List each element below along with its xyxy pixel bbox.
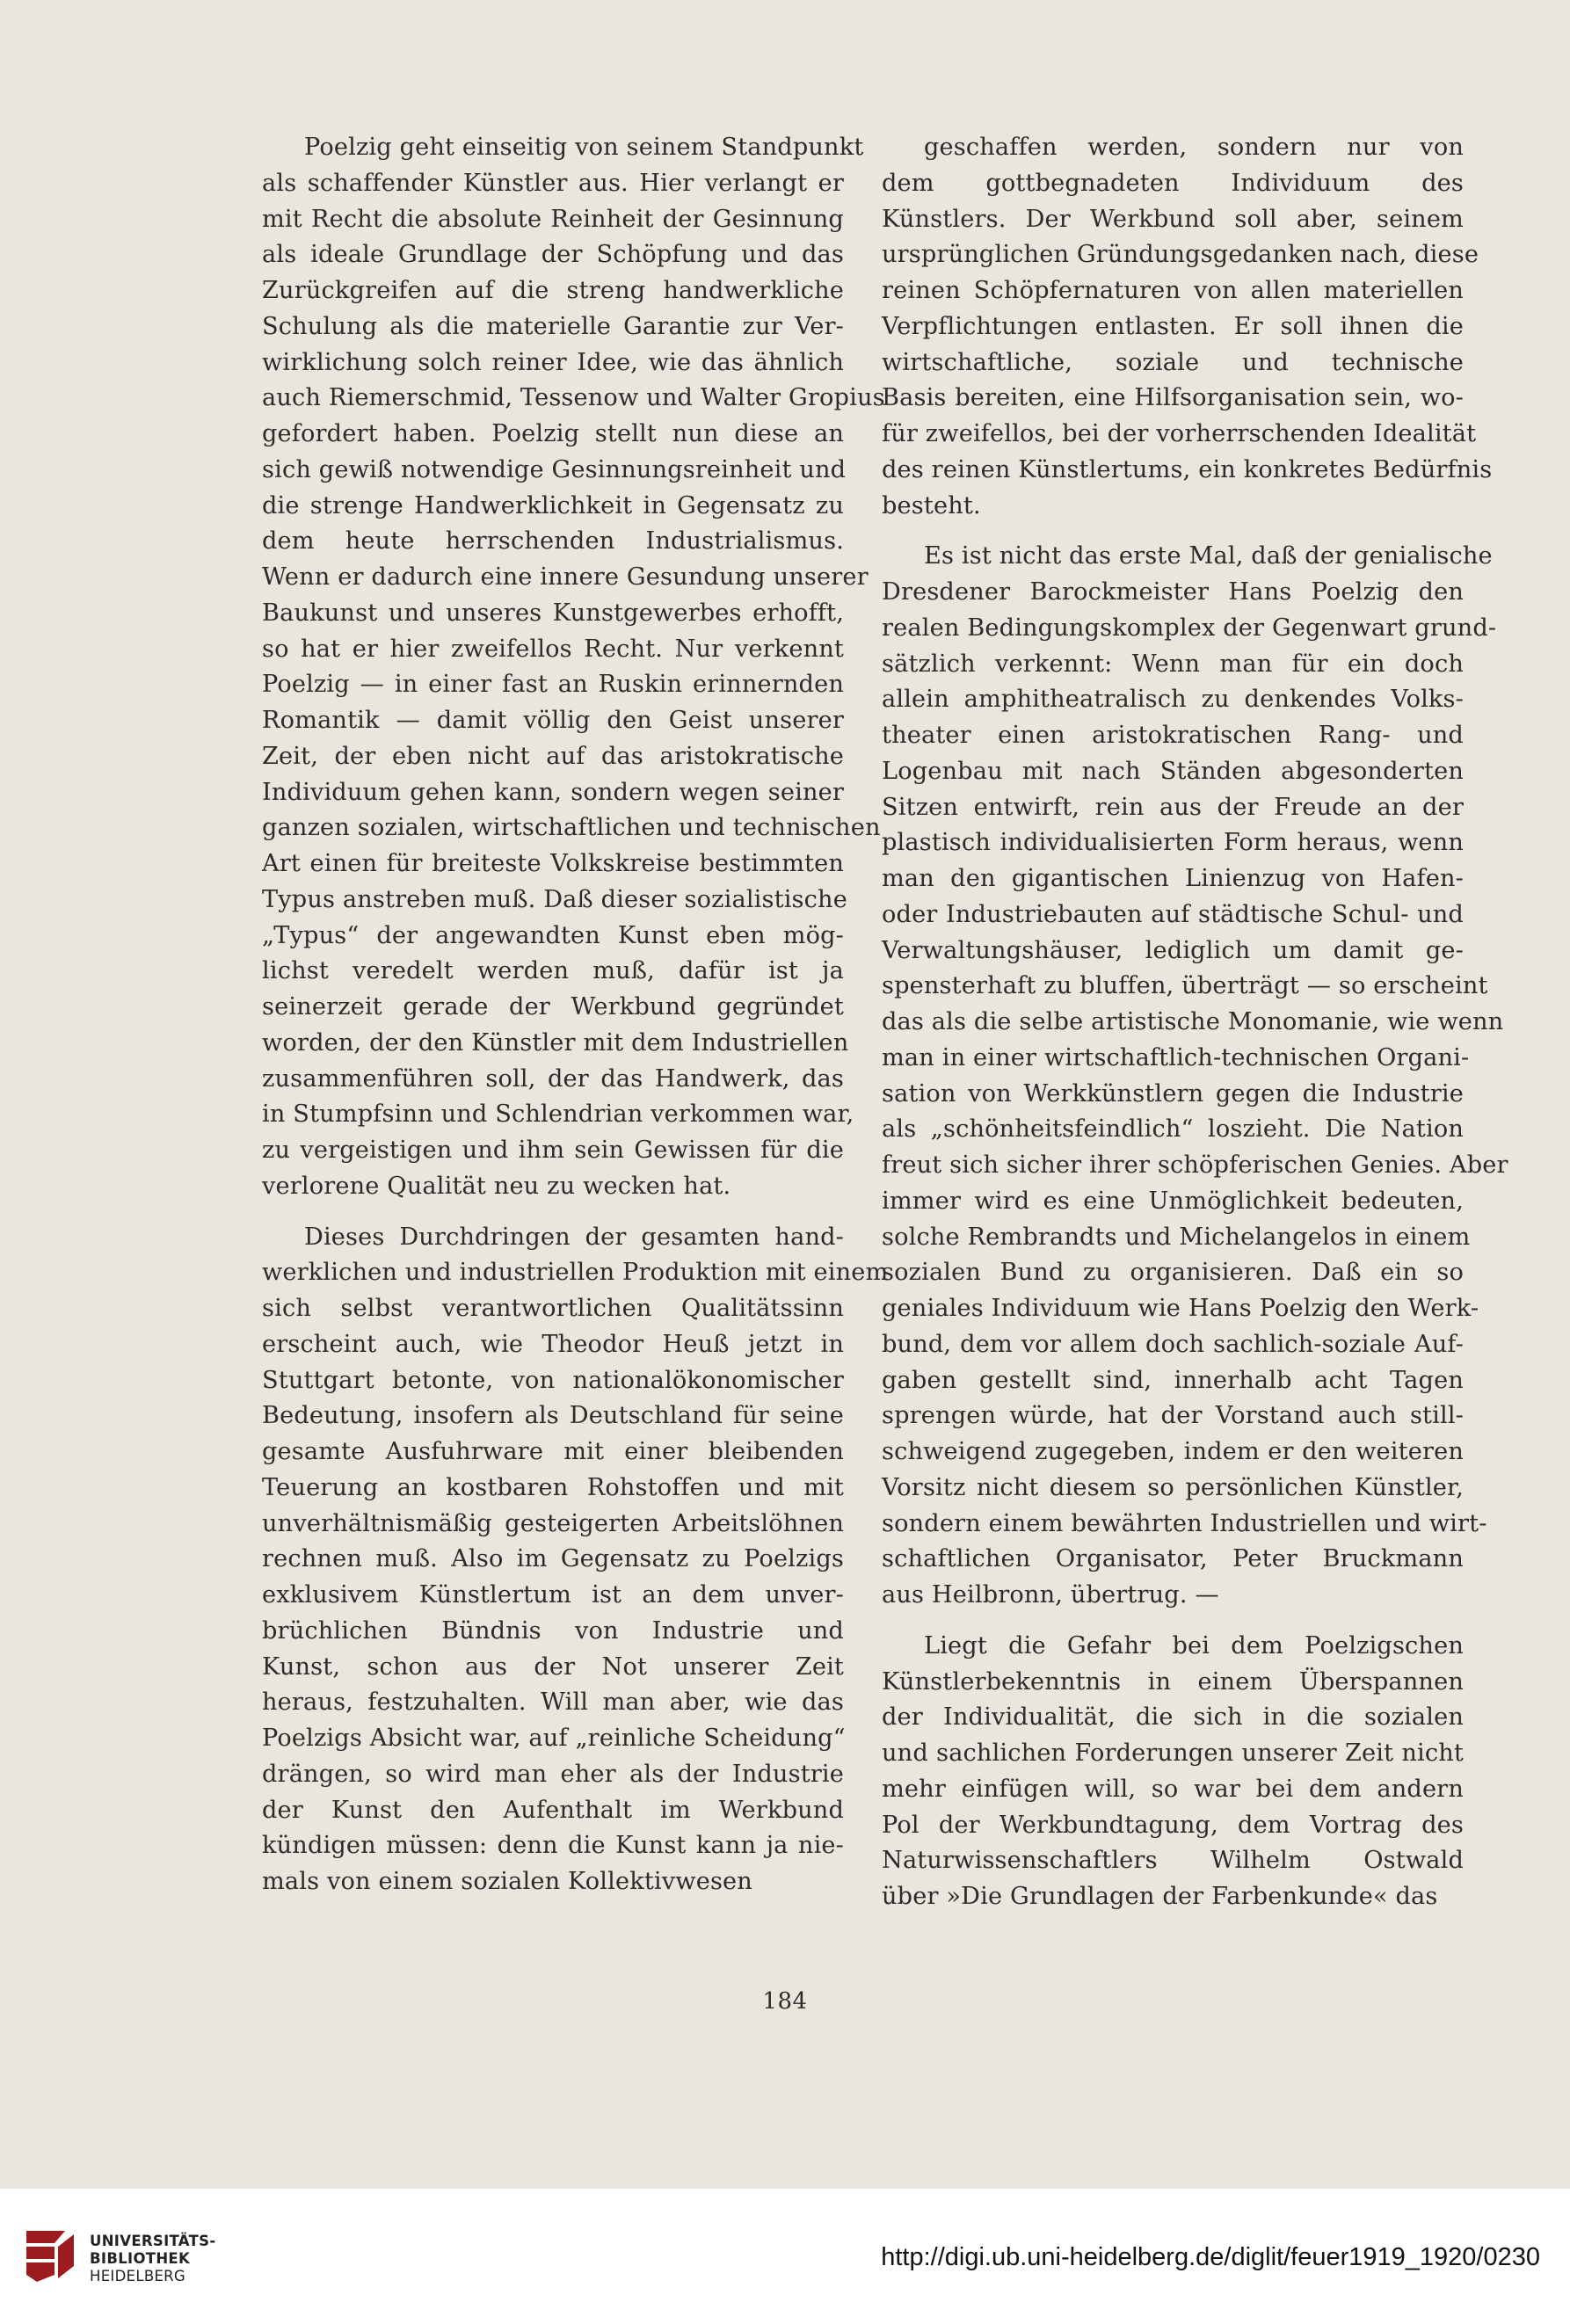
text-line: geniales Individuum wie Hans Poelzig den Werk- [882,1295,1479,1322]
text-line: realen Bedingungskomplex der Gegenwart grund- [882,614,1497,642]
text-line: ursprünglichen Gründungsgedanken nach, diese [882,241,1479,269]
text-line: geschaffen werden, sondern nur von [924,134,1464,161]
text-column-left [262,130,889,1900]
text-line: Wenn er dadurch eine innere Gesundung unserer [262,563,869,591]
text-line: und sachlichen Forderungen unserer Zeit nicht [882,1739,1464,1767]
text-line: Poelzig — in einer fast an Ruskin erinnernden [262,671,844,699]
text-line: aus Heilbronn, übertrug. — [882,1581,1219,1609]
text-line: Poelzigs Absicht war, auf „reinliche Scheidung“ [262,1725,846,1752]
text-line: ganzen sozialen, wirtschaftlichen und technischen [262,814,881,842]
library-name [90,2233,215,2285]
text-line: der Individualität, die sich in die sozialen [882,1703,1464,1732]
text-line: Zeit, der eben nicht auf das aristokratische [262,742,844,770]
text-line: werklichen und industriellen Produktion mit einem [262,1259,889,1287]
text-line: Dresdener Barockmeister Hans Poelzig den [882,578,1464,606]
text-line: für zweifellos, bei der vorherrschenden Idealität [882,420,1477,447]
text-line: drängen, so wird man eher als der Industrie [262,1760,844,1788]
text-line: immer wird es eine Unmöglichkeit bedeuten, [882,1187,1464,1215]
page-number: 184 [762,1988,808,2015]
text-line: theater einen aristokratischen Rang- und [882,722,1464,749]
library-name-line1: UNIVERSITÄTS- [90,2233,216,2249]
text-line: solche Rembrandts und Michelangelos in einem [882,1223,1471,1251]
text-line: freut sich sicher ihrer schöpferischen Genies. Aber [882,1151,1508,1179]
text-line: oder Industriebauten auf städtische Schul- und [882,900,1464,928]
text-line: Typus anstreben muß. Daß dieser sozialistische [262,885,847,913]
text-line: wirtschaftliche, soziale und technische [882,348,1464,376]
text-line: man den gigantischen Linienzug von Hafen- [882,865,1464,892]
text-line: Verwaltungshäuser, lediglich um damit ge- [882,936,1464,964]
text-line: Baukunst und unseres Kunstgewerbes erhofft, [262,599,844,627]
text-line: Teuerung an kostbaren Rohstoffen und mit [262,1473,844,1501]
text-line: Verpflichtungen entlasten. Er soll ihnen die [882,312,1464,340]
text-line: Liegt die Gefahr bei dem Poelzigschen [924,1631,1464,1659]
text-line: exklusivem Künstlertum ist an dem unver- [262,1581,844,1609]
text-line: Individuum gehen kann, sondern wegen seiner [262,778,844,806]
text-line: dem heute herrschenden Industrialismus. [262,527,844,556]
paragraph-gap [262,1205,844,1220]
text-line: heraus, festzuhalten. Will man aber, wie das [262,1689,844,1717]
text-line: so hat er hier zweifellos Recht. Nur verkennt [262,635,844,663]
text-line: das als die selbe artistische Monomanie, wie wenn [882,1008,1504,1035]
text-line: kündigen müssen: denn die Kunst kann ja nie- [262,1832,844,1860]
text-line: zusammenführen soll, der das Handwerk, das [262,1064,844,1093]
text-line: worden, der den Künstler mit dem Industriellen [262,1028,849,1057]
text-line: Sitzen entwirft, rein aus der Freude an der [882,793,1464,821]
text-line: mit Recht die absolute Reinheit der Gesinnung [262,205,844,233]
text-line: bund, dem vor allem doch sachlich-soziale Auf- [882,1330,1464,1358]
text-line: Es ist nicht das erste Mal, daß der genialische [924,542,1493,570]
text-line: seinerzeit gerade der Werkbund gegründet [262,993,844,1020]
text-line: schaftlichen Organisator, Peter Bruckmann [882,1545,1464,1573]
text-line: Naturwissenschaftlers Wilhelm Ostwald [882,1847,1464,1875]
text-line: als ideale Grundlage der Schöpfung und das [262,241,844,269]
text-line: unverhältnismäßig gesteigerten Arbeitslöhnen [262,1509,844,1537]
text-line: des reinen Künstlertums, ein konkretes Bedürfnis [882,455,1493,483]
text-column-right [882,130,1508,1915]
text-line: gefordert haben. Poelzig stellt nun diese an [262,420,844,447]
text-line: gesamte Ausfuhrware mit einer bleibenden [262,1438,844,1465]
text-line: sätzlich verkennt: Wenn man für ein doch [882,650,1464,678]
text-line: reinen Schöpfernaturen von allen materiellen [882,277,1464,304]
library-name-line2: BIBLIOTHEK [90,2250,191,2267]
text-line: dem gottbegnadeten Individuum des [882,169,1464,197]
text-line: sondern einem bewährten Industriellen und wirt- [882,1509,1487,1537]
text-line: rechnen muß. Also im Gegensatz zu Poelzigs [262,1545,844,1573]
text-line: brüchlichen Bündnis von Industrie und [262,1616,844,1645]
text-line: gaben gestellt sind, innerhalb acht Tagen [882,1366,1464,1394]
text-line: Schulung als die materielle Garantie zur Ver- [262,312,844,340]
text-line: „Typus“ der angewandten Kunst eben mög- [262,921,844,949]
source-url-link[interactable]: http://digi.ub.uni-heidelberg.de/diglit/feuer1919_1920/0230 [881,2243,1540,2271]
text-line: sation von Werkkünstlern gegen die Industrie [882,1079,1464,1108]
text-line: Zurückgreifen auf die streng handwerkliche [262,277,844,304]
text-line: verlorene Qualität neu zu wecken hat. [262,1172,731,1200]
text-line: mehr einfügen will, so war bei dem andern [882,1775,1464,1803]
text-line: Künstlerbekenntnis in einem Überspannen [882,1667,1464,1696]
text-line: Bedeutung, insofern als Deutschland für seine [262,1402,844,1430]
text-line: als schaffender Künstler aus. Hier verlangt er [262,169,844,197]
text-line: besteht. [882,491,981,519]
text-line: über »Die Grundlagen der Farbenkunde« das [882,1883,1438,1910]
text-line: auch Riemerschmid, Tessenow und Walter Gropius [262,384,885,412]
library-logo-icon [19,2226,81,2287]
text-line: die strenge Handwerklichkeit in Gegensatz zu [262,491,844,519]
text-line: sozialen Bund zu organisieren. Daß ein so [882,1259,1464,1287]
text-line: in Stumpfsinn und Schlendrian verkommen war, [262,1100,854,1129]
text-line: Poelzig geht einseitig von seinem Standpunkt [304,134,864,161]
text-line: Art einen für breiteste Volkskreise bestimmten [262,850,844,877]
text-line: man in einer wirtschaftlich-technischen Organi- [882,1043,1470,1071]
text-line: Romantik — damit völlig den Geist unserer [262,707,844,734]
text-line: Künstlers. Der Werkbund soll aber, seinem [882,205,1464,233]
text-line: allein amphitheatralisch zu denkendes Volks- [882,686,1464,714]
text-line: zu vergeistigen und ihm sein Gewissen für die [262,1137,844,1164]
text-line: wirklichung solch reiner Idee, wie das ähnlich [262,348,844,376]
text-line: Pol der Werkbundtagung, dem Vortrag des [882,1811,1464,1839]
text-line: Dieses Durchdringen der gesamten hand- [304,1223,844,1251]
text-line: Kunst, schon aus der Not unserer Zeit [262,1652,844,1681]
paragraph-gap [882,524,1464,539]
text-line: erscheint auch, wie Theodor Heuß jetzt in [262,1330,844,1358]
text-line: Basis bereiten, eine Hilfsorganisation sein, wo- [882,384,1464,412]
text-line: Stuttgart betonte, von nationalökonomischer [262,1366,844,1394]
text-line: Logenbau mit nach Ständen abgesonderten [882,757,1464,785]
text-line: plastisch individualisierten Form heraus, wenn [882,829,1464,857]
paragraph-gap [882,1614,1464,1629]
text-line: sich selbst verantwortlichen Qualitätssinn [262,1295,844,1322]
text-line: der Kunst den Aufenthalt im Werkbund [262,1796,844,1824]
text-line: mals von einem sozialen Kollektivwesen [262,1868,752,1895]
text-line: lichst veredelt werden muß, dafür ist ja [262,957,844,985]
text-line: als „schönheitsfeindlich“ loszieht. Die Nation [882,1115,1464,1144]
library-footer [0,2189,1570,2324]
text-line: Vorsitz nicht diesem so persönlichen Künstler, [882,1473,1464,1501]
text-line: spensterhaft zu bluffen, überträgt — so erscheint [882,972,1488,1000]
text-line: schweigend zugegeben, indem er den weiteren [882,1438,1464,1465]
library-name-line3: HEIDELBERG [90,2268,186,2284]
text-line: sich gewiß notwendige Gesinnungsreinheit und [262,455,847,483]
text-line: sprengen würde, hat der Vorstand auch still- [882,1402,1464,1430]
